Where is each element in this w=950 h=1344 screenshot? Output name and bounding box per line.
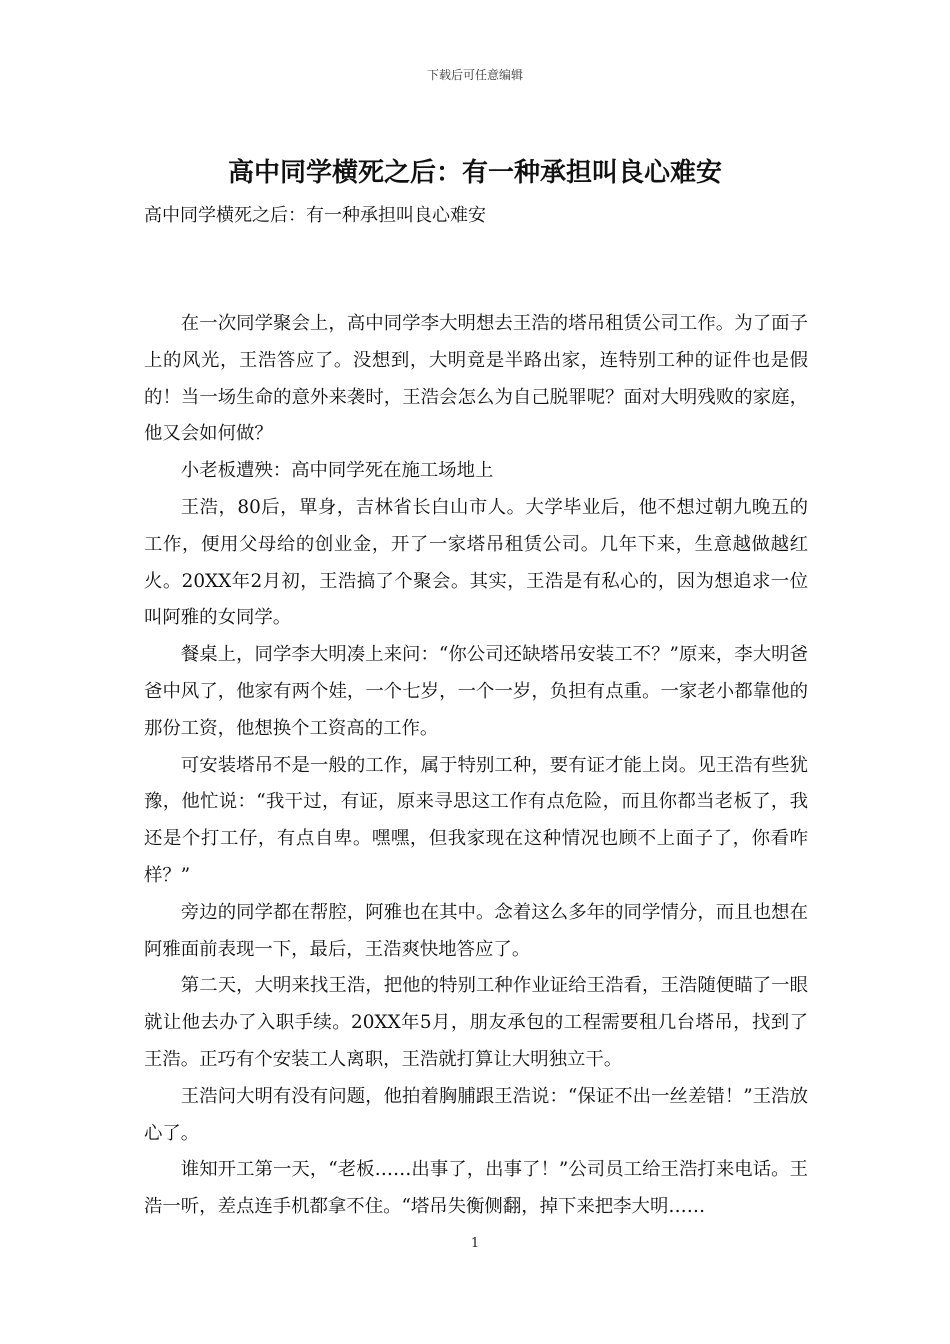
paragraph: 旁边的同学都在帮腔，阿雅也在其中。念着这么多年的同学情分，而且也想在阿雅面前表现一下，最后，王浩爽快地答应了。 (144, 901, 808, 960)
paragraph: 在一次同学聚会上，高中同学李大明想去王浩的塔吊租赁公司工作。为了面子上的风光，王浩答应了。没想到，大明竟是半路出家，连特别工种的证件也是假的！当一场生命的意外来袭时，王浩会怎么为自己脱罪呢？面对大明残败的家庭，他又会如何做？ (144, 313, 808, 445)
paragraph: 第二天，大明来找王浩，把他的特别工种作业证给王浩看，王浩随便瞄了一眼就让他去办了入职手续。20XX年5月，朋友承包的工程需要租几台塔吊，找到了王浩。正巧有个安装工人离职，王浩就打算让大明独立干。 (144, 975, 808, 1070)
page-number: 1 (470, 1236, 480, 1251)
document-body (144, 198, 808, 1226)
paragraph: 可安装塔吊不是一般的工作，属于特别工种，要有证才能上岗。见王浩有些犹豫，他忙说：“我干过，有证，原来寻思这工作有点危险，而且你都当老板了，我还是个打工仔，有点自卑。嘿嘿，但我家现在这种情况也顾不上面子了，你看咋样？” (144, 754, 808, 886)
paragraph: 王浩问大明有没有问题，他拍着胸脯跟王浩说：“保证不出一丝差错！”王浩放心了。 (144, 1085, 808, 1144)
page-header-note: 下载后可任意编辑 (426, 68, 523, 82)
document-title: 高中同学横死之后：有一种承担叫良心难安 (227, 158, 722, 188)
paragraph: 谁知开工第一天，“老板……出事了，出事了！”公司员工给王浩打来电话。王浩一听，差点连手机都拿不住。“塔吊失衡侧翻，掉下来把李大明…… (144, 1159, 808, 1218)
blank-gap (144, 234, 808, 306)
document-subtitle: 高中同学横死之后：有一种承担叫良心难安 (144, 205, 486, 226)
paragraph: 餐桌上，同学李大明凑上来问：“你公司还缺塔吊安装工不？”原来，李大明爸爸中风了，他家有两个娃，一个七岁，一个一岁，负担有点重。一家老小都靠他的那份工资，他想换个工资高的工作。 (144, 644, 808, 739)
paragraph: 王浩，80后，單身，吉林省长白山市人。大学毕业后，他不想过朝九晚五的工作，便用父母给的创业金，开了一家塔吊租赁公司。几年下来，生意越做越红火。20XX年2月初，王浩搞了个聚会。其实，王浩是有私心的，因为想追求一位叫阿雅的女同学。 (144, 496, 808, 629)
section-heading: 小老板遭殃：高中同学死在施工场地上 (180, 460, 494, 482)
